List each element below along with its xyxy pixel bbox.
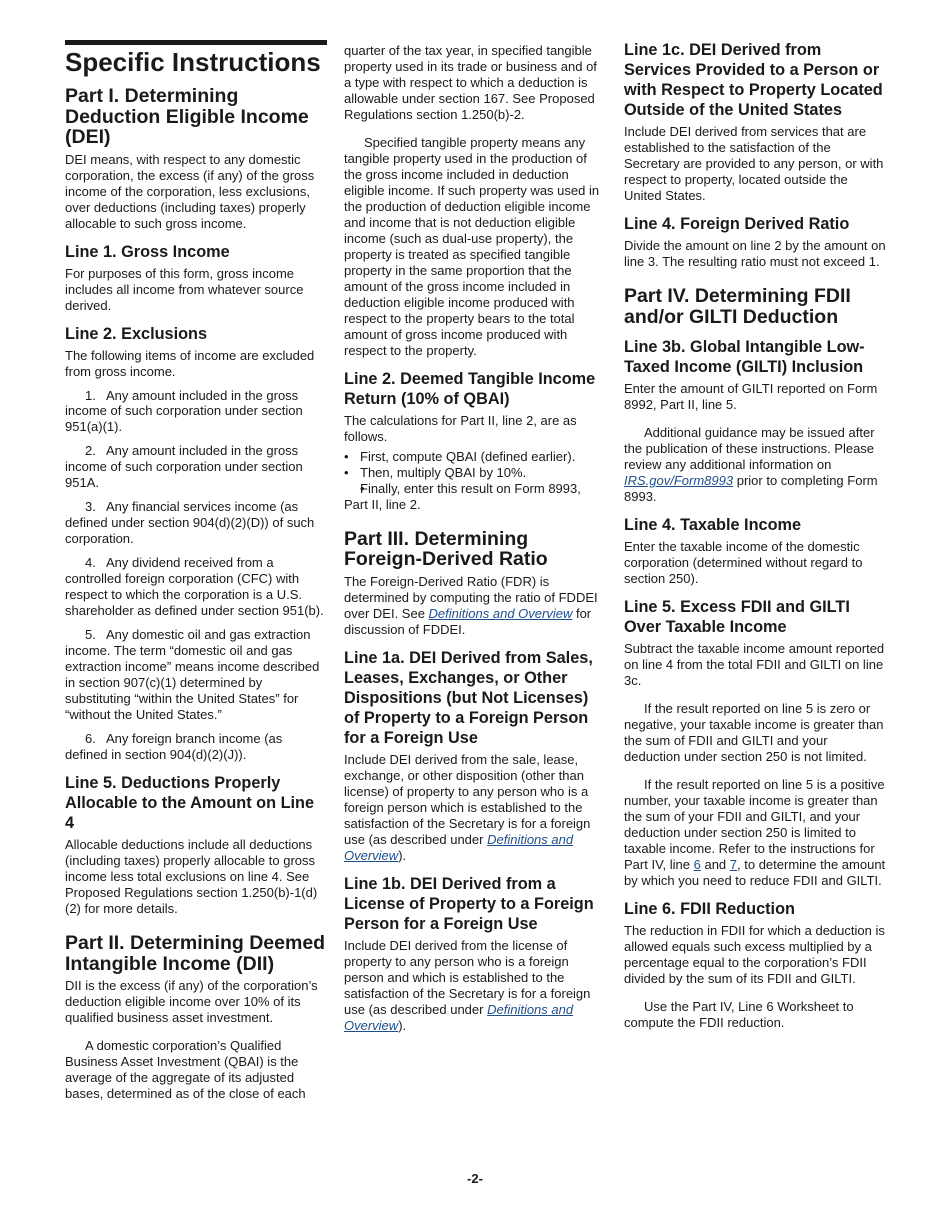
line5-deductions-text: Allocable deductions include all deductions (including taxes) properly allocable to gross income less total exclusions on line 4. See Proposed Regulations section 1.250(b)-1(d)(2) for more details.: [65, 837, 318, 917]
qbai-text: A domestic corporation’s Qualified Business Asset Investment (QBAI) is the average of the aggregate of its adjusted bases, determined as of the close of each: [65, 1038, 306, 1102]
calculation-step: • Finally, enter this result on Form 8993, Part II, line 2.: [344, 481, 606, 513]
part1-heading: Part I. Determining Deduction Eligible Income (DEI): [65, 85, 309, 149]
part4-heading: Part IV. Determining FDII and/or GILTI Deduction: [624, 285, 851, 328]
guidance-text-a: Additional guidance may be issued after the publication of these instructions. Please review any additional information on: [624, 425, 875, 472]
line5-and-text: and: [700, 856, 730, 872]
line2-intro: The following items of income are excluded from gross income.: [65, 347, 315, 379]
line5-deductions-heading: Line 5. Deductions Properly Allocable to the Amount on Line 4: [65, 774, 315, 833]
line5-excess-heading: Line 5. Excess FDII and GILTI Over Taxable Income: [624, 597, 850, 636]
line1-heading: Line 1. Gross Income: [65, 242, 230, 261]
title-rule: [65, 40, 327, 45]
line3b-heading: Line 3b. Global Intangible Low-Taxed Income (GILTI) Inclusion: [624, 337, 865, 377]
calculation-step: • Then, multiply QBAI by 10%.: [344, 465, 606, 481]
line1a-text: [344, 752, 606, 864]
page-number: -2-: [467, 1171, 483, 1186]
guidance-text-b: prior to completing Form 8993.: [624, 472, 878, 504]
line5-positive-text-b: , to determine the amount by which you need to reduce FDII and GILTI.: [624, 856, 886, 888]
line4-taxable-text: Enter the taxable income of the domestic corporation (determined without regard to section 250).: [624, 538, 863, 586]
line7-link[interactable]: 7: [729, 856, 738, 872]
part2-heading: Part II. Determining Deemed Intangible Income (DII): [65, 932, 326, 975]
calculation-steps: [344, 449, 606, 513]
line1a-heading: Line 1a. DEI Derived from Sales, Leases, Exchanges, or Other Dispositions (but Not Licenses) of Property to a Foreign Person for a Foreign Use: [344, 648, 593, 747]
exclusion-item: 3. Any financial services income (as defined under section 904(d)(2)(D)) of such corporation.: [65, 499, 318, 547]
part3-text-a: The Foreign-Derived Ratio (FDR) is determined by computing the ratio of FDDEI over DEI. See: [344, 573, 598, 621]
line5-excess-text: Subtract the taxable income amount reported on line 4 from the total FDII and GILTI on line 3c.: [624, 640, 885, 688]
line1c-heading: Line 1c. DEI Derived from Services Provided to a Person or with Respect to Property Located Outside of the United States: [624, 41, 883, 120]
line2-dtir-heading: Line 2. Deemed Tangible Income Return (10% of QBAI): [344, 369, 596, 408]
exclusion-item: 4. Any dividend received from a controlled foreign corporation (CFC) with respect to which the corporation is a U.S. shareholder as defined under section 951(b).: [65, 555, 324, 619]
page-title: Specific Instructions: [65, 47, 321, 77]
specified-tangible-property-text: Specified tangible property means any tangible property used in the production of the gross income included in deduction eligible income. If such property was used in the production of deduction eligible income and income that is not deduction eligible income (such as dual-use property), the property is treated as specified tangible property in the same proportion that the amount of the gross income included in deduction eligible income produced with respect to the property bears to the total amount of gross income produced with respect to the property.: [344, 134, 600, 358]
definitions-overview-link[interactable]: Definitions and Overview: [428, 605, 573, 621]
part1-text: DEI means, with respect to any domestic corporation, the excess (if any) of the gross income of the corporation, less exclusions, over deductions (including taxes) properly allocable to such gross income.: [65, 151, 315, 231]
line4-taxable-heading: Line 4. Taxable Income: [624, 515, 802, 534]
exclusion-item: 2. Any amount included in the gross income of such corporation under section 951A.: [65, 443, 307, 491]
column-2: [344, 40, 606, 1038]
line4-fdr-text: Divide the amount on line 2 by the amount on line 3. The resulting ratio must not exceed 1.: [624, 238, 886, 270]
calculation-step: • First, compute QBAI (defined earlier).: [344, 449, 606, 465]
line2-heading: Line 2. Exclusions: [65, 324, 208, 343]
line1b-heading: Line 1b. DEI Derived from a License of Property to a Foreign Person for a Foreign Use: [344, 874, 594, 933]
exclusion-item: 5. Any domestic oil and gas extraction income. The term “domestic oil and gas extraction income” means income described in section 907(c)(1) determined by substituting “within the United States” for “without the United States.”: [65, 627, 323, 723]
definitions-overview-link[interactable]: Definitions and Overview: [344, 1001, 574, 1033]
line4-fdr-heading: Line 4. Foreign Derived Ratio: [624, 215, 850, 234]
part2-text: DII is the excess (if any) of the corporation’s deduction eligible income over 10% of its qualified business asset investment.: [65, 978, 318, 1026]
irs-form8993-link[interactable]: IRS.gov/Form8993: [624, 472, 734, 488]
line1b-text-a: Include DEI derived from the license of property to any person who is a foreign person and which is established to the satisfaction of the Secretary is for a foreign use (as described under: [344, 937, 591, 1017]
line5-positive-text: [624, 777, 886, 889]
line1a-text-b: ).: [398, 847, 407, 863]
exclusion-item: 6. Any foreign branch income (as defined in section 904(d)(2)(J)).: [65, 731, 286, 763]
line1b-text-b: ).: [398, 1017, 407, 1033]
column-3: [624, 40, 886, 1035]
line1-text: For purposes of this form, gross income includes all income from whatever source derived.: [65, 265, 304, 313]
line6-text: The reduction in FDII for which a deduction is allowed equals such excess multiplied by a percentage equal to the corporation’s FDII divided by the sum of its FDII and GILTI.: [624, 922, 885, 986]
column-1: [65, 40, 327, 1106]
exclusion-item: 1. Any amount included in the gross income of such corporation under section 951(a)(1).: [65, 387, 307, 435]
definitions-overview-link[interactable]: Definitions and Overview: [344, 831, 574, 863]
part3-text-b: for discussion of FDDEI.: [344, 605, 592, 637]
line1a-text-a: Include DEI derived from the sale, lease, exchange, or other disposition (other than license) of property to any person who is a foreign person which is established to the satisfaction of the Secretary is for a foreign use (as described under: [344, 751, 591, 847]
line6-heading: Line 6. FDII Reduction: [624, 899, 795, 918]
line2-dtir-intro: The calculations for Part II, line 2, are as follows.: [344, 412, 577, 444]
line6-link[interactable]: 6: [693, 856, 701, 872]
line3b-text: Enter the amount of GILTI reported on Form 8992, Part II, line 5.: [624, 381, 878, 413]
line1c-text: Include DEI derived from services that are established to the satisfaction of the Secretary are provided to any person, or with respect to property, located outside the United States.: [624, 124, 884, 204]
line1b-text: [344, 938, 606, 1034]
guidance-text: [624, 425, 886, 505]
part3-heading: Part III. Determining Foreign-Derived Ratio: [344, 527, 548, 571]
line6-worksheet-text: Use the Part IV, Line 6 Worksheet to compute the FDII reduction.: [624, 998, 854, 1030]
part3-text: [344, 574, 606, 638]
line5-zero-text: If the result reported on line 5 is zero or negative, your taxable income is greater than the sum of FDII and GILTI and your deduction under section 250 is not limited.: [624, 700, 884, 764]
line5-positive-text-a: If the result reported on line 5 is a positive number, your taxable income is greater than the sum of your FDII and GILTI, and your deduction under section 250 is limited to taxable income. Refer to the instructions for Part IV, line: [624, 776, 885, 872]
qbai-continued-text: quarter of the tax year, in specified tangible property used in its trade or business and of a type with respect to which a deduction is allowable under section 167. See Proposed Regulations section 1.250(b)-2.: [344, 43, 597, 122]
